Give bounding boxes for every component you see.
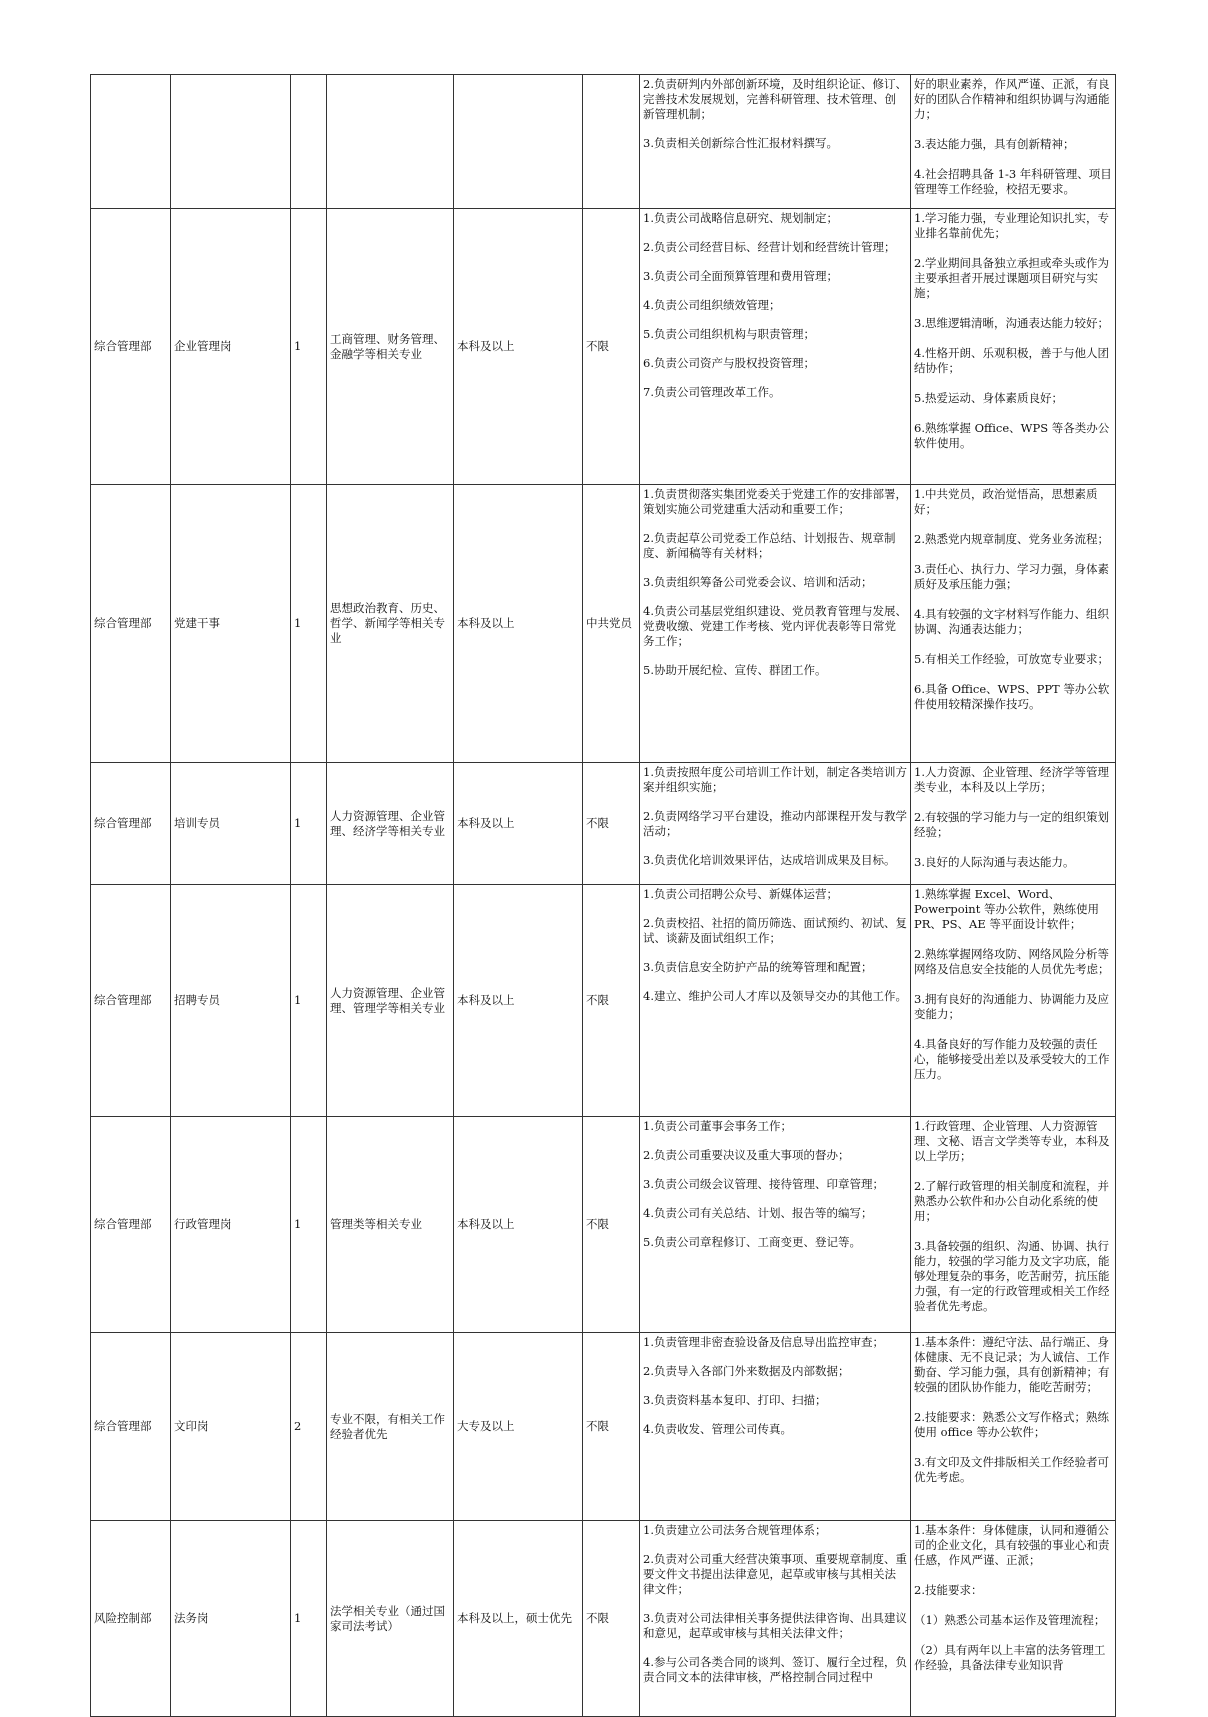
reqs-cell (911, 75, 1116, 209)
major-cell: 人力资源管理、企业管理、经济学等相关专业 (327, 763, 454, 885)
table-row (91, 209, 1116, 485)
department-cell: 综合管理部 (91, 1117, 171, 1333)
headcount-cell: 1 (291, 209, 327, 485)
requirement-item: 1.行政管理、企业管理、人力资源管理、文秘、语言文学类等专业，本科及以上学历； (914, 1119, 1110, 1163)
requirement-item: 1.基本条件：遵纪守法、品行端正、身体健康、无不良记录；为人诚信、工作勤奋、学习能力强，具有创新精神；有较强的团队协作能力，能吃苦耐劳； (914, 1335, 1110, 1394)
requirement-item: （1）熟悉公司基本运作及管理流程； (914, 1613, 1106, 1627)
requirement-item: 5.热爱运动、身体素质良好； (914, 391, 1063, 405)
requirement-item: 1.人力资源、企业管理、经济学等管理类专业，本科及以上学历； (914, 765, 1109, 794)
department-cell (91, 75, 171, 209)
duty-item: 4.负责公司组织绩效管理； (643, 298, 781, 312)
table-row (91, 485, 1116, 763)
table-row (91, 763, 1116, 885)
education-cell: 本科及以上 (454, 485, 583, 763)
education-cell: 本科及以上 (454, 763, 583, 885)
duty-item: 1.负责管理非密查验设备及信息导出监控审查； (643, 1335, 884, 1349)
duty-item: 1.负责建立公司法务合规管理体系； (643, 1523, 827, 1537)
table-row (91, 1521, 1116, 1717)
job-table (90, 74, 1116, 1717)
requirement-item: 2.学业期间具备独立承担或牵头或作为主要承担者开展过课题项目研究与实施； (914, 256, 1109, 300)
duty-item: 1.负责贯彻落实集团党委关于党建工作的安排部署，策划实施公司党建重大活动和重要工作； (643, 487, 907, 516)
position-cell: 党建干事 (171, 485, 291, 763)
duty-item: 5.协助开展纪检、宣传、群团工作。 (643, 663, 827, 677)
duty-item: 3.负责优化培训效果评估，达成培训成果及目标。 (643, 853, 896, 867)
duty-item: 3.负责信息安全防护产品的统筹管理和配置； (643, 960, 873, 974)
major-cell: 工商管理、财务管理、金融学等相关专业 (327, 209, 454, 485)
major-cell: 人力资源管理、企业管理、管理学等相关专业 (327, 885, 454, 1117)
duties-cell (640, 485, 911, 763)
duty-item: 3.负责对公司法律相关事务提供法律咨询、出具建议和意见，起草或审核与其相关法律文件； (643, 1611, 907, 1640)
requirement-item: 1.学习能力强，专业理论知识扎实，专业排名靠前优先； (914, 211, 1109, 240)
department-cell: 综合管理部 (91, 485, 171, 763)
requirement-item: 5.有相关工作经验，可放宽专业要求； (914, 652, 1109, 666)
duties-cell (640, 763, 911, 885)
duty-item: 3.负责公司级会议管理、接待管理、印章管理； (643, 1177, 884, 1191)
political-status-cell: 不限 (583, 1521, 640, 1717)
headcount-cell: 1 (291, 1117, 327, 1333)
reqs-cell (911, 763, 1116, 885)
duty-item: 2.负责起草公司党委工作总结、计划报告、规章制度、新闻稿等有关材料； (643, 531, 896, 560)
position-cell: 招聘专员 (171, 885, 291, 1117)
reqs-cell (911, 485, 1116, 763)
requirement-item: 2.了解行政管理的相关制度和流程，并熟悉办公软件和办公自动化系统的使用； (914, 1179, 1109, 1223)
headcount-cell (291, 75, 327, 209)
requirement-item: 2.熟悉党内规章制度、党务业务流程； (914, 532, 1109, 546)
requirement-item: 2.有较强的学习能力与一定的组织策划经验； (914, 810, 1109, 839)
reqs-cell (911, 209, 1116, 485)
political-status-cell (583, 75, 640, 209)
political-status-cell: 不限 (583, 885, 640, 1117)
requirement-item: 6.具备 Office、WPS、PPT 等办公软件使用较精深操作技巧。 (914, 682, 1110, 711)
major-cell: 思想政治教育、历史、哲学、新闻学等相关专业 (327, 485, 454, 763)
duty-item: 4.建立、维护公司人才库以及领导交办的其他工作。 (643, 989, 907, 1003)
reqs-cell (911, 885, 1116, 1117)
duty-item: 2.负责导入各部门外来数据及内部数据； (643, 1364, 850, 1378)
political-status-cell: 不限 (583, 209, 640, 485)
position-cell: 培训专员 (171, 763, 291, 885)
duties-cell (640, 209, 911, 485)
table-row (91, 1117, 1116, 1333)
duties-cell (640, 1117, 911, 1333)
duty-item: 5.负责公司组织机构与职责管理； (643, 327, 815, 341)
requirement-item: 好的职业素养，作风严谨、正派，有良好的团队合作精神和组织协调与沟通能力； (914, 77, 1110, 121)
requirement-item: 3.思维逻辑清晰，沟通表达能力较好； (914, 316, 1109, 330)
requirement-item: 4.社会招聘具备 1-3 年科研管理、项目管理等工作经验，校招无要求。 (914, 167, 1112, 196)
department-cell: 综合管理部 (91, 763, 171, 885)
duty-item: 3.负责相关创新综合性汇报材料撰写。 (643, 136, 838, 150)
headcount-cell: 1 (291, 1521, 327, 1717)
duty-item: 1.负责公司招聘公众号、新媒体运营； (643, 887, 838, 901)
major-cell: 专业不限，有相关工作经验者优先 (327, 1333, 454, 1521)
major-cell: 法学相关专业（通过国家司法考试） (327, 1521, 454, 1717)
headcount-cell: 1 (291, 485, 327, 763)
requirement-item: 1.熟练掌握 Excel、Word、Powerpoint 等办公软件，熟练使用 PR、PS、AE 等平面设计软件； (914, 887, 1099, 931)
headcount-cell: 1 (291, 885, 327, 1117)
job-table-body (91, 75, 1116, 1717)
requirement-item: 6.熟练掌握 Office、WPS 等各类办公软件使用。 (914, 421, 1110, 450)
requirement-item: 3.表达能力强，具有创新精神； (914, 137, 1075, 151)
duty-item: 1.负责公司董事会事务工作； (643, 1119, 792, 1133)
political-status-cell: 不限 (583, 1117, 640, 1333)
table-row (91, 75, 1116, 209)
duty-item: 1.负责公司战略信息研究、规划制定； (643, 211, 838, 225)
position-cell: 行政管理岗 (171, 1117, 291, 1333)
duties-cell (640, 885, 911, 1117)
political-status-cell: 不限 (583, 1333, 640, 1521)
duty-item: 7.负责公司管理改革工作。 (643, 385, 781, 399)
education-cell: 本科及以上 (454, 209, 583, 485)
requirement-item: 1.基本条件：身体健康，认同和遵循公司的企业文化，具有较强的事业心和责任感，作风严谨、正派； (914, 1523, 1110, 1567)
requirement-item: 4.具有较强的文字材料写作能力、组织协调、沟通表达能力； (914, 607, 1109, 636)
duty-item: 4.参与公司各类合同的谈判、签订、履行全过程，负责合同文本的法律审核，严格控制合同过程中 (643, 1655, 907, 1684)
table-row (91, 885, 1116, 1117)
duty-item: 2.负责公司经营目标、经营计划和经营统计管理； (643, 240, 896, 254)
position-cell (171, 75, 291, 209)
requirement-item: 3.责任心、执行力、学习力强，身体素质好及承压能力强； (914, 562, 1109, 591)
duty-item: 1.负责按照年度公司培训工作计划，制定各类培训方案并组织实施； (643, 765, 907, 794)
requirement-item: （2）具有两年以上丰富的法务管理工作经验，具备法律专业知识背 (914, 1643, 1106, 1672)
requirement-item: 3.良好的人际沟通与表达能力。 (914, 855, 1075, 869)
duty-item: 2.负责网络学习平台建设，推动内部课程开发与教学活动； (643, 809, 907, 838)
education-cell (454, 75, 583, 209)
requirement-item: 2.技能要求： (914, 1583, 983, 1597)
duty-item: 2.负责研判内外部创新环境，及时组织论证、修订、完善技术发展规划，完善科研管理、技术管理、创新管理机制； (643, 77, 907, 121)
duty-item: 3.负责公司全面预算管理和费用管理； (643, 269, 838, 283)
requirement-item: 3.具备较强的组织、沟通、协调、执行能力，较强的学习能力及文字功底，能够处理复杂的事务，吃苦耐劳，抗压能力强，有一定的行政管理或相关工作经验者优先考虑。 (914, 1239, 1110, 1313)
duty-item: 3.负责资料基本复印、打印、扫描； (643, 1393, 827, 1407)
duty-item: 4.负责公司有关总结、计划、报告等的编写； (643, 1206, 873, 1220)
duty-item: 6.负责公司资产与股权投资管理； (643, 356, 815, 370)
requirement-item: 4.具备良好的写作能力及较强的责任心，能够接受出差以及承受较大的工作压力。 (914, 1037, 1110, 1081)
major-cell (327, 75, 454, 209)
reqs-cell (911, 1333, 1116, 1521)
department-cell: 综合管理部 (91, 209, 171, 485)
duties-cell (640, 75, 911, 209)
duty-item: 2.负责校招、社招的简历筛选、面试预约、初试、复试、谈薪及面试组织工作； (643, 916, 907, 945)
requirement-item: 3.有文印及文件排版相关工作经验者可优先考虑。 (914, 1455, 1109, 1484)
education-cell: 大专及以上 (454, 1333, 583, 1521)
position-cell: 文印岗 (171, 1333, 291, 1521)
political-status-cell: 中共党员 (583, 485, 640, 763)
duty-item: 4.负责收发、管理公司传真。 (643, 1422, 792, 1436)
duty-item: 3.负责组织筹备公司党委会议、培训和活动； (643, 575, 873, 589)
reqs-cell (911, 1521, 1116, 1717)
duty-item: 2.负责对公司重大经营决策事项、重要规章制度、重要文件文书提出法律意见，起草或审核与其相关法律文件； (643, 1552, 907, 1596)
requirement-item: 2.技能要求：熟悉公文写作格式；熟练使用 office 等办公软件； (914, 1410, 1109, 1439)
education-cell: 本科及以上，硕士优先 (454, 1521, 583, 1717)
duty-item: 2.负责公司重要决议及重大事项的督办； (643, 1148, 850, 1162)
position-cell: 法务岗 (171, 1521, 291, 1717)
education-cell: 本科及以上 (454, 1117, 583, 1333)
duties-cell (640, 1333, 911, 1521)
requirement-item: 2.熟练掌握网络攻防、网络风险分析等网络及信息安全技能的人员优先考虑； (914, 947, 1110, 976)
requirement-item: 1.中共党员，政治觉悟高，思想素质好； (914, 487, 1098, 516)
department-cell: 综合管理部 (91, 1333, 171, 1521)
table-row (91, 1333, 1116, 1521)
department-cell: 综合管理部 (91, 885, 171, 1117)
headcount-cell: 2 (291, 1333, 327, 1521)
headcount-cell: 1 (291, 763, 327, 885)
political-status-cell: 不限 (583, 763, 640, 885)
requirement-item: 4.性格开朗、乐观积极，善于与他人团结协作； (914, 346, 1109, 375)
department-cell: 风险控制部 (91, 1521, 171, 1717)
education-cell: 本科及以上 (454, 885, 583, 1117)
major-cell: 管理类等相关专业 (327, 1117, 454, 1333)
duty-item: 4.负责公司基层党组织建设、党员教育管理与发展、党费收缴、党建工作考核、党内评优表彰等日常党务工作； (643, 604, 907, 648)
duty-item: 5.负责公司章程修订、工商变更、登记等。 (643, 1235, 861, 1249)
reqs-cell (911, 1117, 1116, 1333)
requirement-item: 3.拥有良好的沟通能力、协调能力及应变能力； (914, 992, 1109, 1021)
position-cell: 企业管理岗 (171, 209, 291, 485)
duties-cell (640, 1521, 911, 1717)
